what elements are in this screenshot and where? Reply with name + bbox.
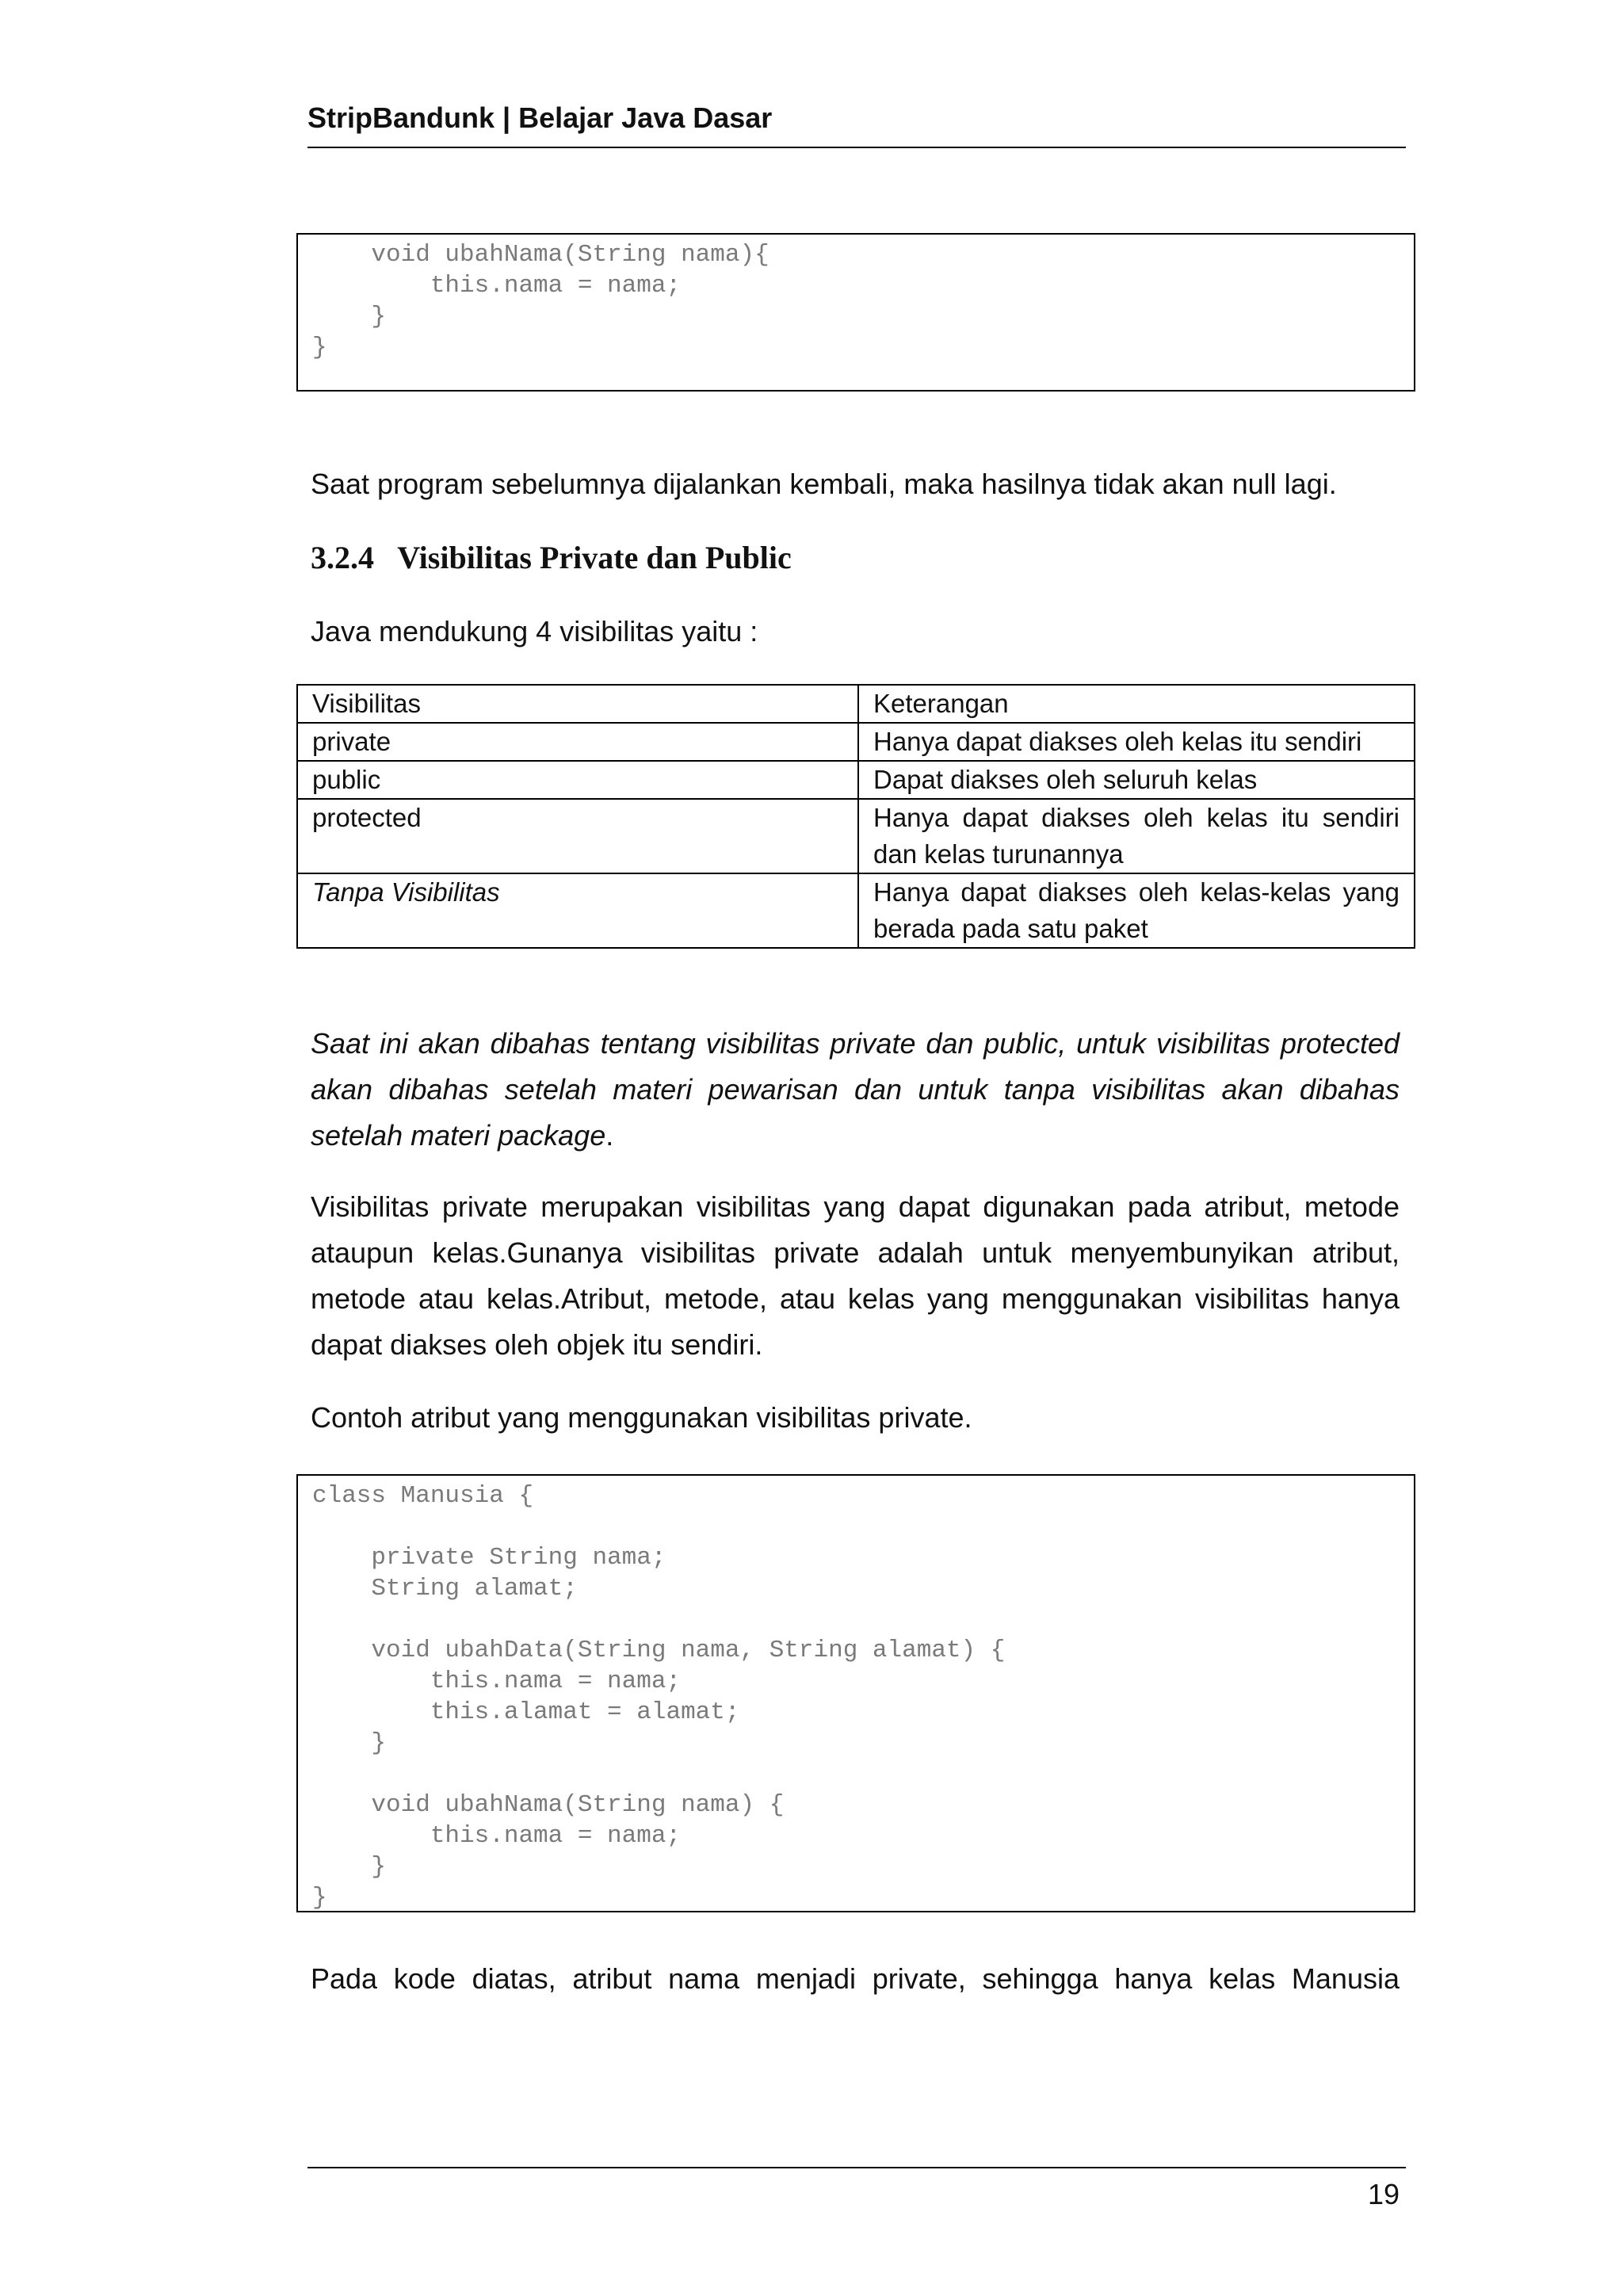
paragraph-private-explanation: Visibilitas private merupakan visibilitas yang dapat digunakan pada atribut, metode ataupun kelas.Gunanya visibilitas private adalah untuk menyembunyikan atribut, metode atau kelas.Atribut, metode, atau kelas yang menggunakan visibilitas hanya dapat diakses oleh objek itu sendiri. [311, 1190, 1400, 1361]
code-block-ubah-nama [296, 233, 1415, 392]
table-cell-description: Hanya dapat diakses oleh kelas itu sendiri [858, 723, 1415, 761]
table-header-row [297, 685, 1415, 723]
paragraph-example-intro: Contoh atribut yang menggunakan visibilitas private. [311, 1401, 972, 1434]
header-title: StripBandunk | Belajar Java Dasar [307, 101, 773, 134]
paragraph-code-explanation: Pada kode diatas, atribut nama menjadi private, sehingga hanya kelas Manusia [311, 1962, 1400, 1995]
table-cell-visibility: protected [297, 799, 858, 873]
section-heading [311, 536, 792, 580]
table-cell-visibility: public [297, 761, 858, 799]
table-cell-visibility: private [297, 723, 858, 761]
paragraph-end-punctuation: . [605, 1119, 614, 1152]
code-text: class Manusia { private String nama; String alamat; void ubahData(String nama, String alamat) { this.nama = nama; this.alamat = alamat; } void ubahNama(String nama) { this.nama = nama; } } [312, 1482, 1006, 1912]
paragraph-italic-text: Saat ini akan dibahas tentang visibilitas private dan public, untuk visibilitas protected akan dibahas setelah materi pewarisan dan untuk tanpa visibilitas akan dibahas setelah materi package [311, 1027, 1400, 1152]
table-row [297, 723, 1415, 761]
table-row [297, 761, 1415, 799]
page-header [307, 99, 1406, 137]
table-cell-description: Dapat diakses oleh seluruh kelas [858, 761, 1415, 799]
code-text: void ubahNama(String nama){ this.nama = nama; } } [312, 241, 769, 361]
visibility-table [296, 684, 1415, 949]
table-header-cell: Visibilitas [297, 685, 858, 723]
table-cell-visibility: Tanpa Visibilitas [297, 873, 858, 948]
paragraph-discussion-scope [311, 1021, 1400, 1159]
table-header-cell: Keterangan [858, 685, 1415, 723]
header-divider [307, 147, 1406, 148]
table-cell-description: Hanya dapat diakses oleh kelas-kelas yang berada pada satu paket [858, 873, 1415, 948]
section-number: 3.2.4 [311, 540, 374, 575]
paragraph-result-not-null: Saat program sebelumnya dijalankan kembali, maka hasilnya tidak akan null lagi. [311, 468, 1337, 500]
footer-divider [307, 2167, 1406, 2168]
table-row [297, 873, 1415, 948]
page-number: 19 [1367, 2178, 1400, 2210]
table-row [297, 799, 1415, 873]
section-title-text: Visibilitas Private dan Public [397, 540, 792, 575]
paragraph-visibility-intro: Java mendukung 4 visibilitas yaitu : [311, 615, 758, 648]
table-cell-description: Hanya dapat diakses oleh kelas itu sendiri dan kelas turunannya [858, 799, 1415, 873]
code-block-class-manusia [296, 1474, 1415, 1912]
